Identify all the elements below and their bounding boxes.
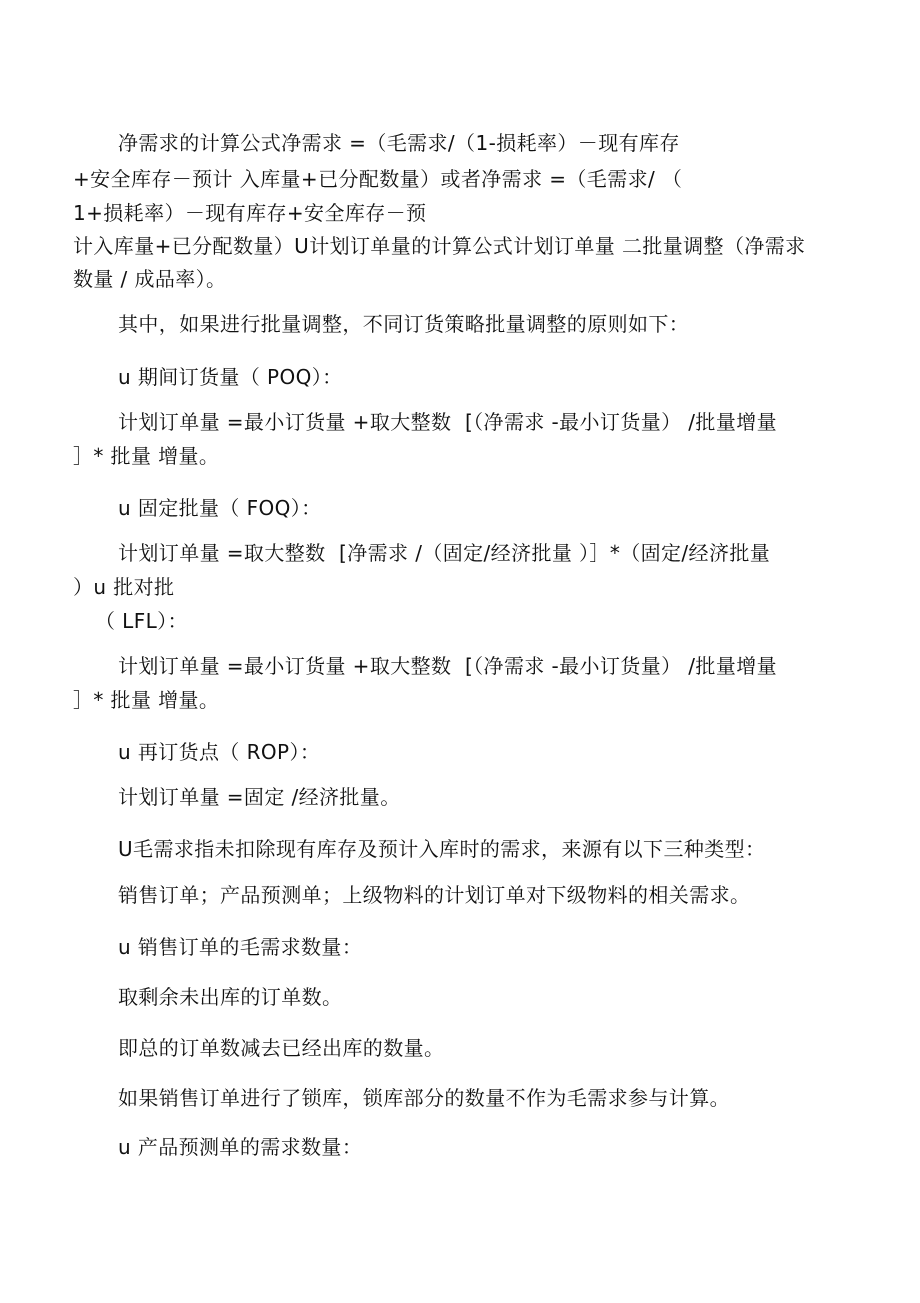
rop-heading: u 再订货点（ ROP）： — [118, 740, 321, 764]
forecast-heading: u 产品预测单的需求数量： — [118, 1135, 363, 1159]
lfl-formula-line-1: 计划订单量 =最小订货量 +取大整数 [（净需求 -最小订货量） /批量增量 — [118, 654, 778, 678]
formula-net-demand-line-3: 1+损耗率）－现有库存+安全库存－预 — [73, 201, 427, 225]
sales-order-rule-3: 如果销售订单进行了锁库，锁库部分的数量不作为毛需求参与计算。 — [118, 1086, 730, 1110]
foq-formula-line-2: ）u 批对批 — [73, 575, 175, 599]
formula-planned-order-line-1: 计入库量+已分配数量）U计划订单量的计算公式计划订单量 二批量调整（净需求 — [73, 234, 806, 258]
formula-net-demand-line-1: 净需求的计算公式净需求 =（毛需求/（1-损耗率）－现有库存 — [118, 131, 680, 155]
rop-formula: 计划订单量 =固定 /经济批量。 — [118, 785, 401, 809]
poq-heading: u 期间订货量（ POQ）： — [118, 365, 343, 389]
batch-adjust-intro: 其中，如果进行批量调整，不同订货策略批量调整的原则如下： — [118, 312, 690, 336]
formula-net-demand-line-2: +安全库存－预计 入库量+已分配数量）或者净需求 =（毛需求/ （ — [73, 167, 683, 191]
poq-formula-line-1: 计划订单量 =最小订货量 +取大整数 [（净需求 -最小订货量） /批量增量 — [118, 410, 778, 434]
gross-demand-sources: 销售订单；产品预测单；上级物料的计划订单对下级物料的相关需求。 — [118, 883, 751, 907]
formula-planned-order-line-2: 数量 / 成品率）。 — [73, 267, 227, 291]
lfl-heading: （ LFL）： — [95, 609, 188, 633]
foq-heading: u 固定批量（ FOQ）： — [118, 496, 322, 520]
sales-order-rule-1: 取剩余未出库的订单数。 — [118, 985, 343, 1009]
sales-order-rule-2: 即总的订单数减去已经出库的数量。 — [118, 1036, 445, 1060]
lfl-formula-line-2: ］* 批量 增量。 — [73, 688, 220, 712]
gross-demand-definition: U毛需求指未扣除现有库存及预计入库时的需求，来源有以下三种类型： — [118, 837, 766, 861]
sales-order-heading: u 销售订单的毛需求数量： — [118, 935, 363, 959]
poq-formula-line-2: ］* 批量 增量。 — [73, 444, 220, 468]
foq-formula-line-1: 计划订单量 =取大整数 [净需求 /（固定/经济批量 ）］*（固定/经济批量 — [118, 541, 771, 565]
